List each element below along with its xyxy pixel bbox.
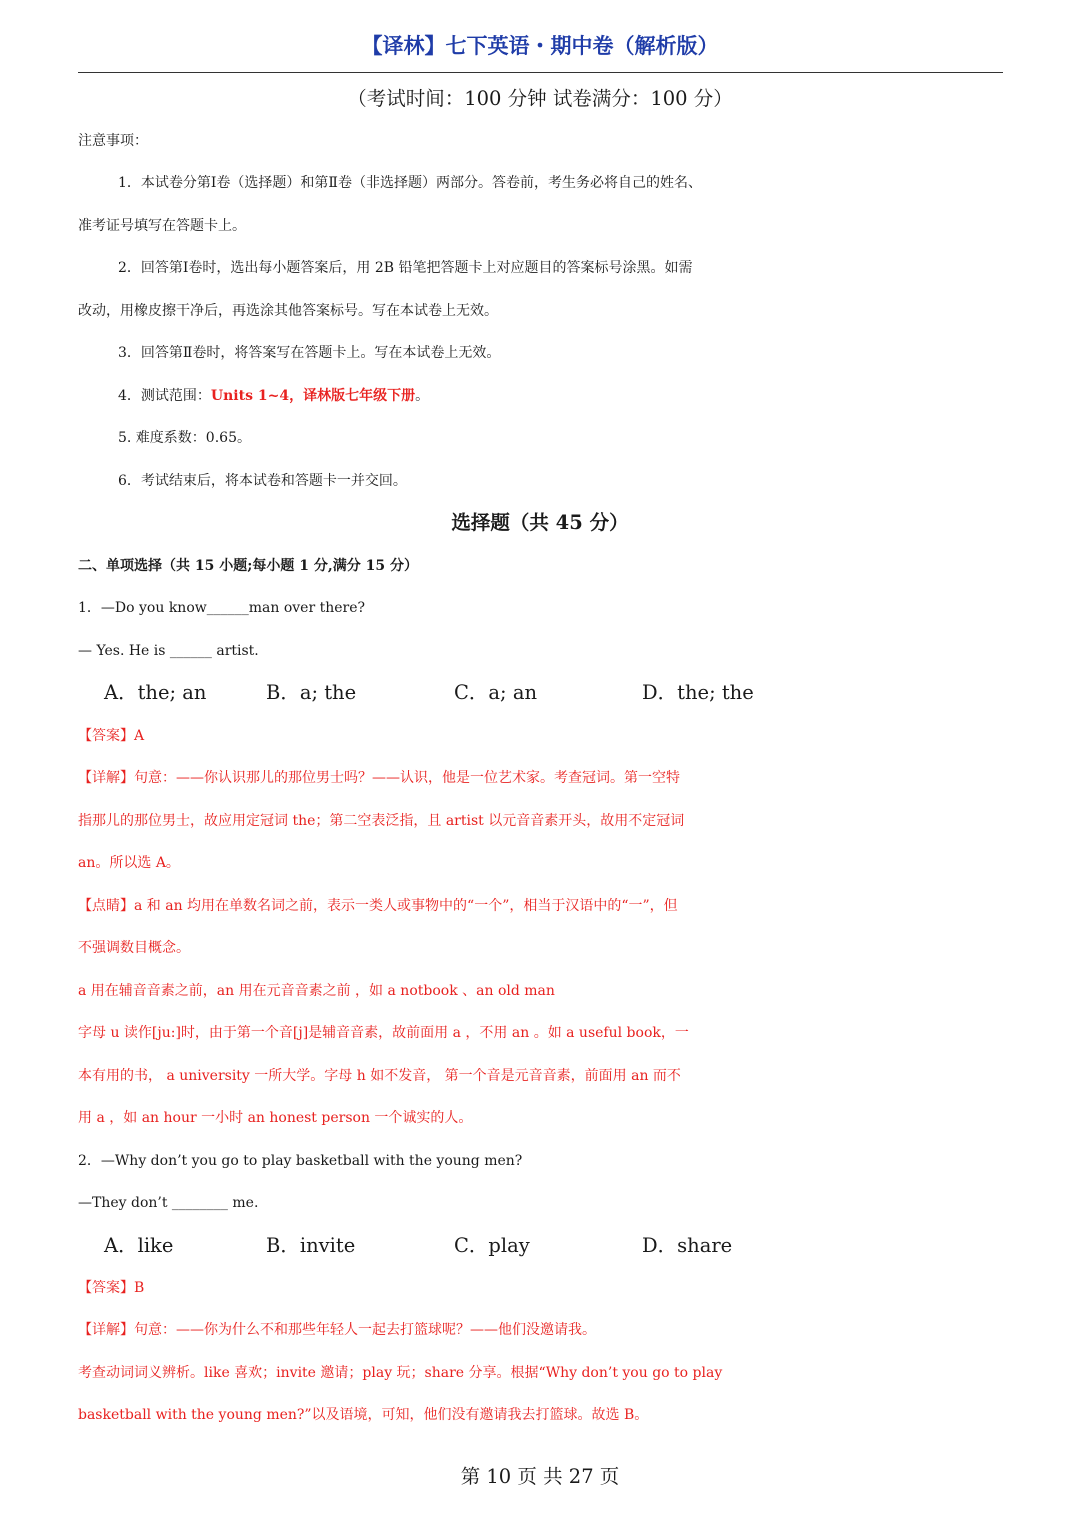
notice-item-4-suffix: 。: [415, 388, 430, 404]
q1-stem-line-2: — Yes. He is ______ artist.: [78, 643, 259, 659]
q2-option-a: A．like: [104, 1234, 174, 1257]
q1-tip-line-2: 不强调数目概念。: [78, 940, 190, 956]
q2-option-b: B．invite: [266, 1234, 356, 1257]
notice-item-3: 3．回答第Ⅱ卷时，将答案写在答题卡上。写在本试卷上无效。: [118, 345, 501, 361]
q1-stem-line-1: 1．—Do you know______man over there?: [78, 600, 365, 616]
notice-title: 注意事项：: [78, 133, 148, 149]
q1-tip-line-6: 用 a ，如 an hour 一小时 an honest person 一个诚实的人。: [78, 1110, 473, 1126]
q1-option-b: B．a; the: [266, 681, 357, 704]
q1-detail-line-2: 指那儿的那位男士，故应用定冠词 the；第二空表泛指，且 artist 以元音音素开头，故用不定冠词: [78, 813, 685, 829]
notice-item-4-prefix: 4．测试范围：: [118, 388, 211, 404]
exam-info: （考试时间：100 分钟 试卷满分：100 分）: [347, 87, 733, 110]
q2-stem-line-2: —They don’t ________ me.: [78, 1195, 259, 1211]
q1-tip-line-3: a 用在辅音音素之前，an 用在元音音素之前 ，如 a notbook 、an old man: [78, 983, 555, 999]
notice-item-1-line-2: 准考证号填写在答题卡上。: [78, 218, 246, 234]
notice-item-5: 5. 难度系数：0.65。: [118, 430, 251, 446]
notice-item-4: [118, 382, 1048, 410]
q1-detail-line-1: 【详解】句意：——你认识那儿的那位男士吗？——认识，他是一位艺术家。考查冠词。第一空特: [78, 770, 680, 786]
part-title: 二、单项选择（共 15 小题;每小题 1 分,满分 15 分）: [78, 558, 418, 574]
header-divider: [78, 72, 1003, 73]
page-number: 第 10 页 共 27 页: [460, 1465, 620, 1488]
q1-option-d: D．the; the: [642, 681, 754, 704]
q2-answer: 【答案】B: [78, 1280, 145, 1296]
notice-item-2-line-1: 2．回答第Ⅰ卷时，选出每小题答案后，用 2B 铅笔把答题卡上对应题目的答案标号涂黑。如需: [118, 260, 693, 276]
q1-option-c: C．a; an: [454, 681, 537, 704]
q1-option-a: A．the; an: [104, 681, 207, 704]
q2-detail-line-1: 【详解】句意：——你为什么不和那些年轻人一起去打篮球呢？——他们没邀请我。: [78, 1322, 596, 1338]
q1-tip-line-1: 【点睛】a 和 an 均用在单数名词之前，表示一类人或事物中的“一个”，相当于汉语中的“一”，但: [78, 898, 678, 914]
page-header-title: 【译林】七下英语・期中卷（解析版）: [361, 33, 719, 58]
q2-detail-line-2: 考查动词词义辨析。like 喜欢；invite 邀请；play 玩；share 分享。根据“Why don’t you go to play: [78, 1365, 723, 1381]
q2-detail-line-3: basketball with the young men?”以及语境，可知，他们没有邀请我去打篮球。故选 B。: [78, 1407, 649, 1423]
q2-option-d: D．share: [642, 1234, 733, 1257]
notice-item-2-line-2: 改动，用橡皮擦干净后，再选涂其他答案标号。写在本试卷上无效。: [78, 303, 498, 319]
section-title: 选择题（共 45 分）: [451, 511, 629, 534]
q1-answer: 【答案】A: [78, 728, 145, 744]
q1-tip-line-5: 本有用的书， a university 一所大学。字母 h 如不发音， 第一个音是元音音素，前面用 an 而不: [78, 1068, 681, 1084]
q2-stem-line-1: 2．—Why don’t you go to play basketball with the young men?: [78, 1153, 523, 1169]
q2-option-c: C．play: [454, 1234, 530, 1257]
test-scope-highlight: Units 1~4，译林版七年级下册: [210, 388, 416, 404]
q1-tip-line-4: 字母 u 读作[ju:]时，由于第一个音[j]是辅音音素，故前面用 a ，不用 an 。如 a useful book，一: [78, 1025, 689, 1041]
notice-item-1-line-1: 1．本试卷分第Ⅰ卷（选择题）和第Ⅱ卷（非选择题）两部分。答卷前，考生务必将自己的姓名、: [118, 175, 702, 191]
q1-detail-line-3: an。所以选 A。: [78, 855, 180, 871]
notice-item-6: 6．考试结束后，将本试卷和答题卡一并交回。: [118, 473, 407, 489]
